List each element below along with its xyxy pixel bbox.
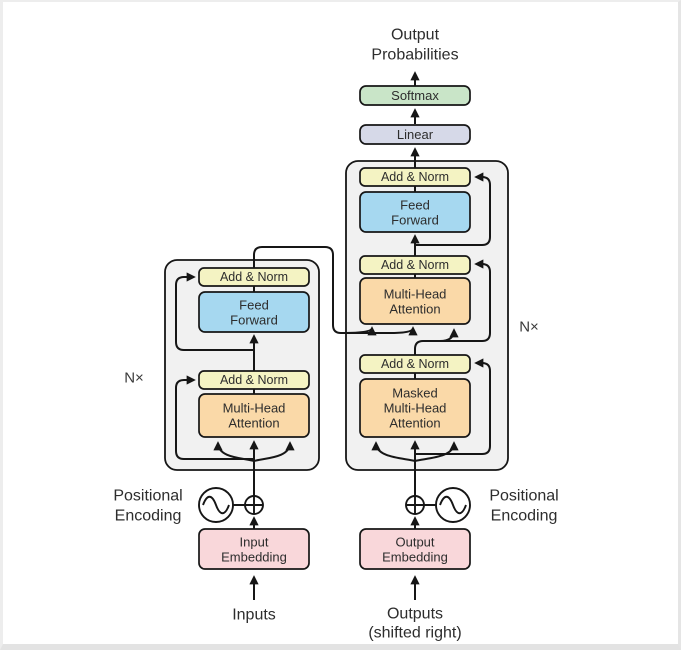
output-embedding-label-line2: Embedding	[382, 549, 448, 565]
addnorm-label-encoder-top: Add & Norm	[219, 270, 289, 284]
maskedattention-label-line3: Attention	[389, 415, 441, 431]
crossattention-label-line1: Multi-Head	[383, 286, 447, 302]
outputs-label-line2: (shifted right)	[368, 624, 462, 642]
feedforward-label-encoder-line1: Feed	[239, 297, 269, 313]
inputs-label: Inputs	[232, 606, 276, 624]
addnorm-label-encoder-bottom: Add & Norm	[219, 373, 289, 387]
maskedattention-label-line2: Multi-Head	[383, 400, 447, 416]
crossattention-label-line2: Attention	[389, 301, 441, 317]
output-probabilities-label-line2: Probabilities	[371, 46, 459, 64]
addnorm-label-decoder-middle: Add & Norm	[380, 258, 450, 272]
feedforward-label-encoder-line2: Forward	[230, 312, 278, 328]
maskedattention-label-line1: Masked	[392, 385, 438, 401]
addnorm-label-decoder-top: Add & Norm	[380, 170, 450, 184]
positional-encoding-label-right-line1: Positional	[489, 487, 559, 505]
linear-label: Linear	[396, 127, 434, 142]
positional-encoding-label-left-line1: Positional	[113, 487, 183, 505]
feedforward-label-decoder-line2: Forward	[391, 212, 439, 228]
n-times-label-left: N×	[124, 369, 144, 387]
n-times-label-right: N×	[519, 318, 539, 336]
positional-encoding-label-right-line2: Encoding	[490, 507, 558, 525]
attention-label-encoder-line2: Attention	[228, 415, 280, 431]
attention-label-encoder-line1: Multi-Head	[222, 400, 286, 416]
addnorm-label-decoder-bottom: Add & Norm	[380, 357, 450, 371]
input-embedding-label-line1: Input	[239, 534, 269, 550]
softmax-label: Softmax	[391, 88, 439, 103]
positional-encoding-label-left-line2: Encoding	[114, 507, 182, 525]
input-embedding-label-line2: Embedding	[221, 549, 287, 565]
outputs-label-line1: Outputs	[386, 605, 444, 623]
diagram-canvas	[3, 2, 681, 650]
output-probabilities-label-line1: Output	[390, 26, 440, 44]
feedforward-label-decoder-line1: Feed	[400, 197, 430, 213]
output-embedding-label-line1: Output	[395, 534, 435, 550]
